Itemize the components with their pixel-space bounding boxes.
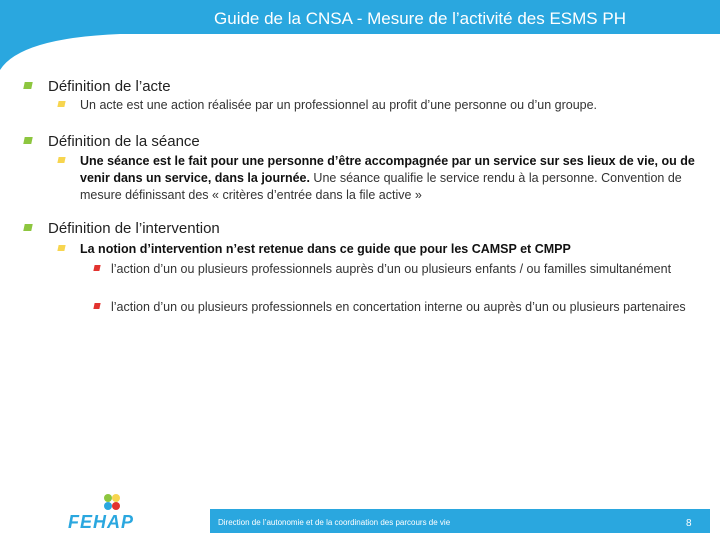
slide-title: Guide de la CNSA - Mesure de l’activité des ESMS PH bbox=[214, 9, 626, 28]
section-text bbox=[80, 153, 705, 204]
bullet-level3 bbox=[93, 303, 100, 309]
bold-text: Une séance est le fait pour une personne d’être accompagnée par un service sur ses lieux de vie, ou de venir dans un service, dans la journée. bbox=[80, 154, 695, 185]
footer-text: Direction de l’autonomie et de la coordination des parcours de vie bbox=[218, 518, 451, 527]
section-text: Un acte est une action réalisée par un professionnel au profit d’une personne ou d’un groupe. bbox=[80, 98, 598, 112]
section-text bbox=[80, 241, 705, 258]
plain-text: Une séance qualifie le service rendu à la personne. Convention de mesure définissant des « critères d’entrée dans la file active » bbox=[80, 171, 682, 202]
page-number: 8 bbox=[686, 518, 692, 529]
bullet-level2 bbox=[57, 101, 65, 107]
bullet-level2 bbox=[57, 157, 65, 163]
section-heading: Définition de l’intervention bbox=[48, 220, 220, 237]
bullet-level2 bbox=[57, 245, 65, 251]
subitem-text: l’action d’un ou plusieurs professionnels auprès d’un ou plusieurs enfants / ou familles simultanément bbox=[111, 262, 672, 276]
bold-text: La notion d’intervention n’est retenue dans ce guide que pour les CAMSP et CMPP bbox=[80, 242, 571, 256]
fehap-logo-text: FEHAP bbox=[68, 512, 135, 532]
bullet-level3 bbox=[93, 265, 100, 271]
section-heading: Définition de la séance bbox=[48, 133, 200, 150]
bullet-level1 bbox=[23, 137, 32, 144]
section-heading: Définition de l’acte bbox=[48, 78, 171, 95]
bullet-level1 bbox=[23, 82, 32, 89]
subitem-text: l’action d’un ou plusieurs professionnels en concertation interne ou auprès d’un ou plusieurs partenaires bbox=[111, 300, 686, 314]
bullet-level1 bbox=[23, 224, 32, 231]
